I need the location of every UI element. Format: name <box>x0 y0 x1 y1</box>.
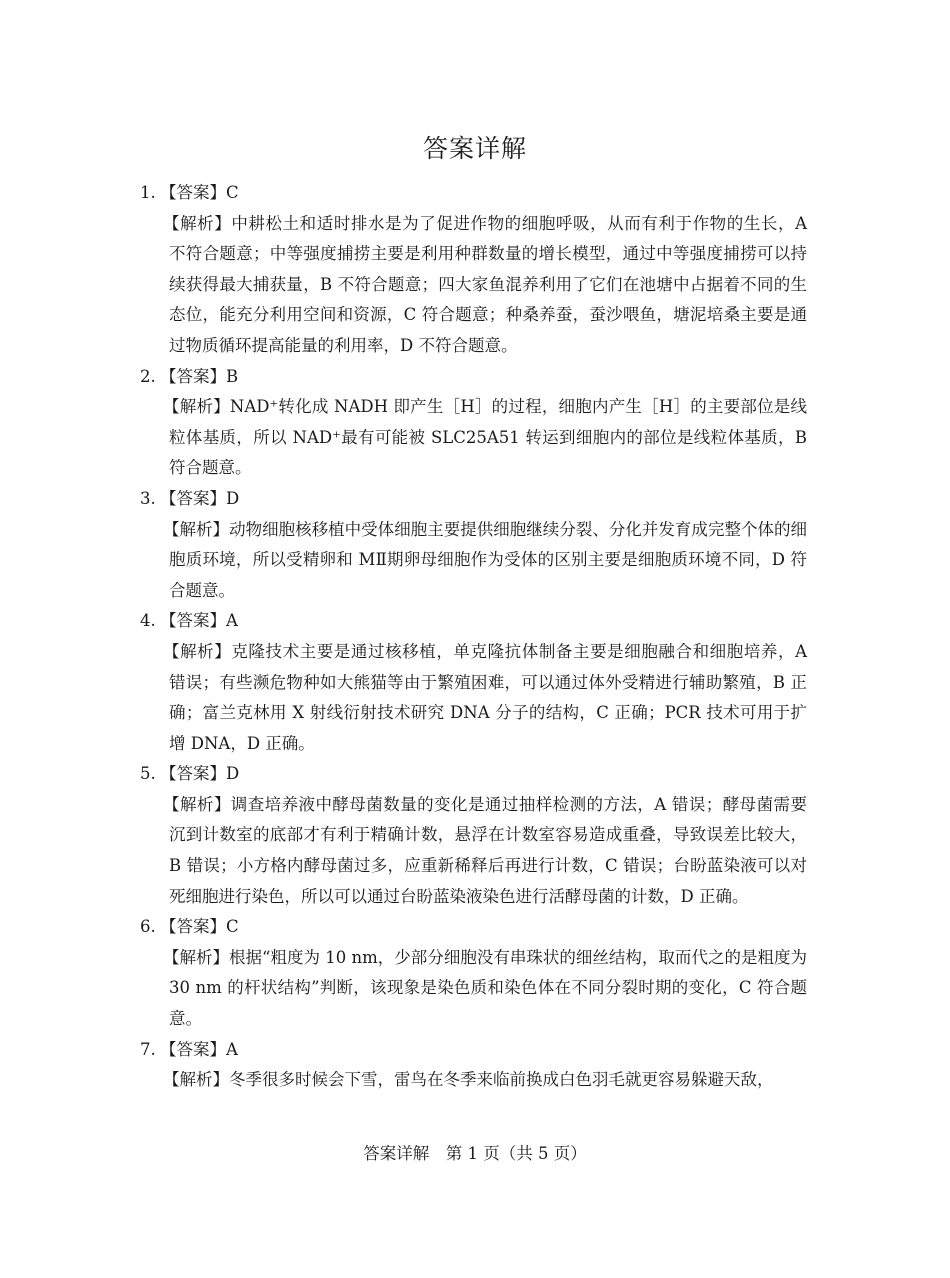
answer-item-7 <box>0 1035 950 1096</box>
answer-item-3 <box>0 484 950 606</box>
analysis-paragraph <box>163 943 807 1035</box>
answer-line <box>0 912 950 943</box>
answer-item-4 <box>0 606 950 759</box>
answer-label: 【答案】A <box>160 611 238 631</box>
analysis-paragraph <box>163 637 808 759</box>
analysis-label: 【解析】 <box>163 1070 229 1090</box>
answer-label: 【答案】D <box>160 488 240 508</box>
item-number: 1. <box>140 183 156 202</box>
analysis-paragraph <box>163 209 808 362</box>
answer-item-6 <box>0 912 950 1034</box>
answer-item-1 <box>0 178 950 362</box>
analysis-label: 【解析】 <box>163 641 232 661</box>
page-footer: 答案详解 第 1 页（共 5 页） <box>363 1144 587 1163</box>
analysis-paragraph <box>163 1065 807 1096</box>
item-number: 2. <box>140 366 156 386</box>
analysis-label: 【解析】 <box>163 397 230 417</box>
analysis-text: 根据“粗度为 10 nm，少部分细胞没有串珠状的细丝结构，取而代之的是粗度为 30 nm 的杆状结构”判断，该现象是染色质和染色体在不同分裂时期的变化，C 符合题意。 <box>169 947 807 1029</box>
analysis-label: 【解析】 <box>163 947 230 967</box>
analysis-label: 【解析】 <box>163 213 232 233</box>
answer-label: 【答案】C <box>160 183 239 202</box>
analysis-paragraph <box>163 392 808 484</box>
analysis-label: 【解析】 <box>163 519 230 539</box>
answer-label: 【答案】D <box>160 764 240 784</box>
answer-list <box>0 178 950 1096</box>
answer-label: 【答案】A <box>160 1039 238 1059</box>
answer-label: 【答案】B <box>160 366 239 386</box>
analysis-text: 克隆技术主要是通过核移植，单克隆抗体制备主要是细胞融合和细胞培养，A 错误；有些濒危物种如大熊猫等由于繁殖困难，可以通过体外受精进行辅助繁殖，B 正确；富兰克林用 X 射线衍射技术研究 DNA 分子的结构，C 正确；PCR 技术可用于扩增 DNA，D 正确。 <box>169 641 808 753</box>
answer-item-5 <box>0 759 950 912</box>
item-number: 5. <box>140 764 156 784</box>
answer-label: 【答案】C <box>160 917 239 937</box>
analysis-paragraph <box>163 790 807 912</box>
analysis-label: 【解析】 <box>163 794 231 814</box>
page-title: 答案详解 <box>422 134 527 163</box>
analysis-text: 调查培养液中酵母菌数量的变化是通过抽样检测的方法，A 错误；酵母菌需要沉到计数室的底部才有利于精确计数，悬浮在计数室容易造成重叠，导致误差比较大，B 错误；小方格内酵母菌过多，应重新稀释后再进行计数，C 错误；台盼蓝染液可以对死细胞进行染色，所以可以通过台盼蓝染液染色进行活酵母菌的计数，D 正确。 <box>169 794 807 906</box>
item-number: 7. <box>140 1039 156 1059</box>
answer-line <box>0 759 950 790</box>
analysis-text: 中耕松土和适时排水是为了促进作物的细胞呼吸，从而有利于作物的生长，A 不符合题意；中等强度捕捞主要是利用种群数量的增长模型，通过中等强度捕捞可以持续获得最大捕获量，B 不符合题意；四大家鱼混养利用了它们在池塘中占据着不同的生态位，能充分利用空间和资源，C 符合题意；种桑养蚕，蚕沙喂鱼，塘泥培桑主要是通过物质循环提高能量的利用率，D 不符合题意。 <box>169 213 808 355</box>
answer-line <box>0 484 950 515</box>
answer-item-2 <box>0 362 950 484</box>
answer-line <box>0 178 950 209</box>
item-number: 6. <box>140 917 156 937</box>
item-number: 3. <box>140 488 156 508</box>
item-number: 4. <box>140 611 156 631</box>
answer-line <box>0 606 950 637</box>
answer-line <box>0 1035 950 1066</box>
analysis-text: 冬季很多时候会下雪，雷鸟在冬季来临前换成白色羽毛就更容易躲避天敌， <box>229 1070 774 1090</box>
analysis-text: 动物细胞核移植中受体细胞主要提供细胞继续分裂、分化并发育成完整个体的细胞质环境，所以受精卵和 MⅡ期卵母细胞作为受体的区别主要是细胞质环境不同，D 符合题意。 <box>169 519 808 600</box>
answer-line <box>0 362 950 393</box>
analysis-paragraph <box>163 515 808 607</box>
analysis-text: NAD⁺转化成 NADH 即产生［H］的过程，细胞内产生［H］的主要部位是线粒体基质，所以 NAD⁺最有可能被 SLC25A51 转运到细胞内的部位是线粒体基质，B 符合题意。 <box>169 397 808 478</box>
